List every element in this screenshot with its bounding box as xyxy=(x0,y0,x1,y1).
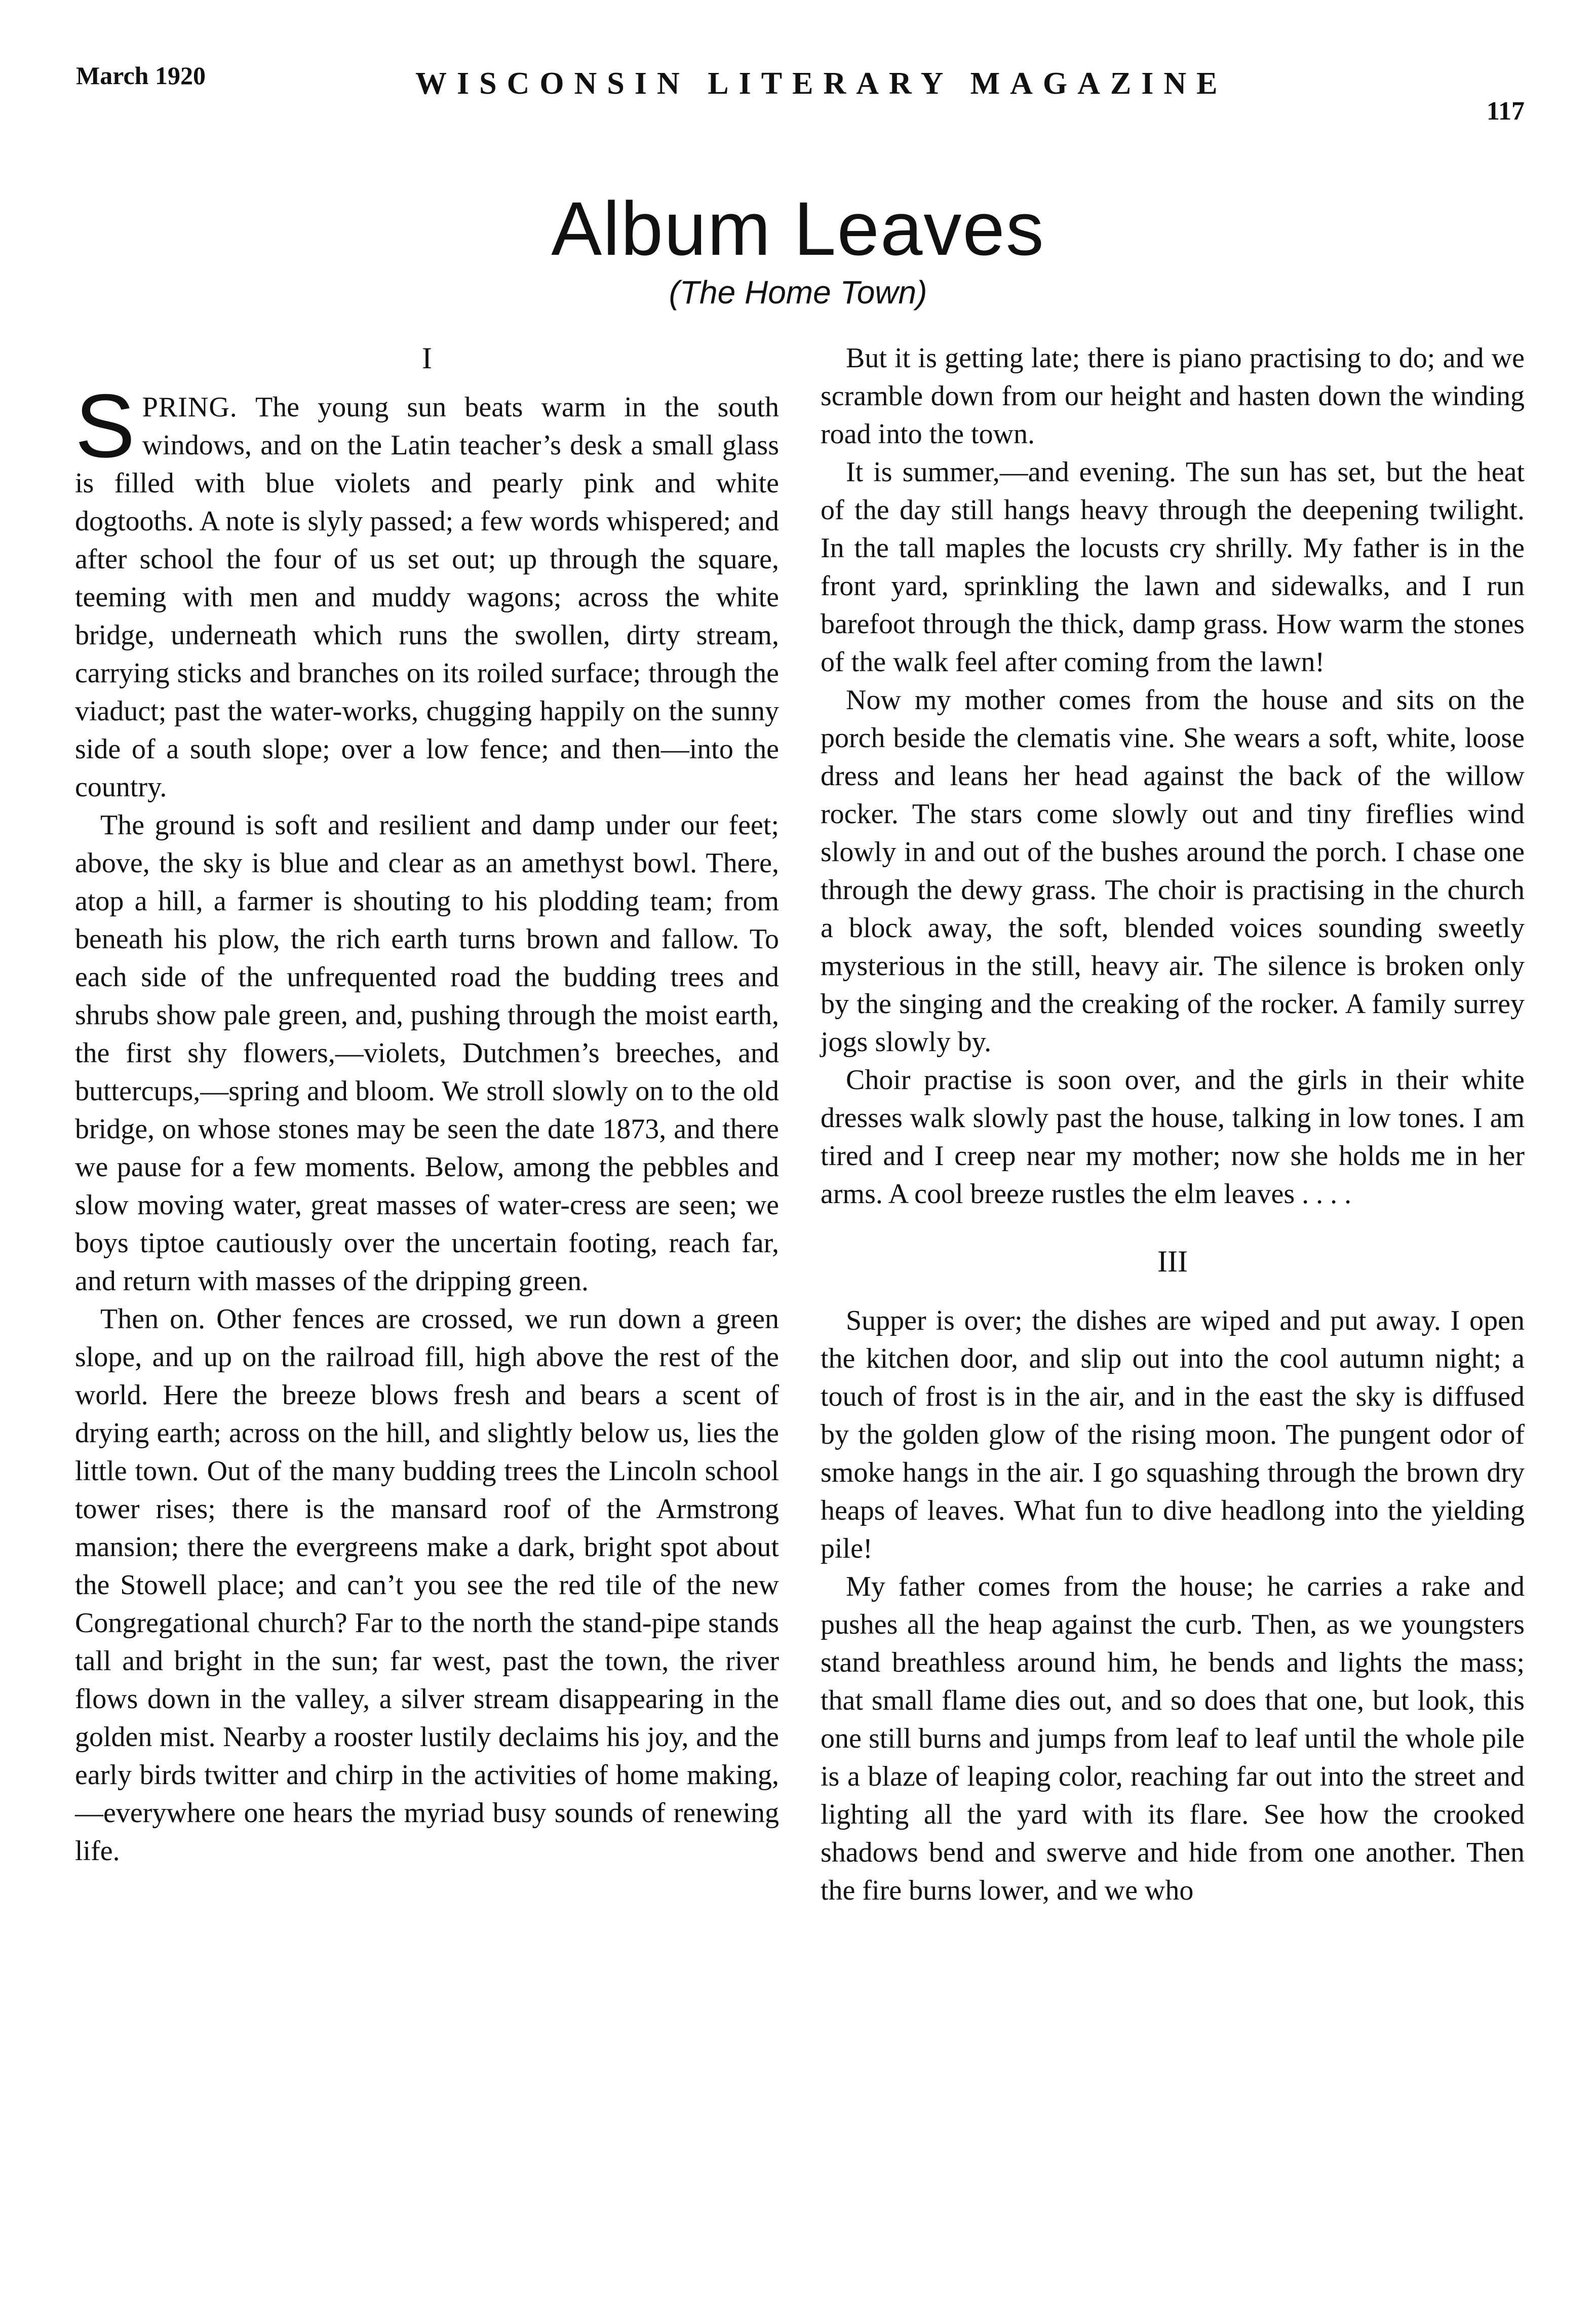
section-numeral-three: III xyxy=(1157,1245,1188,1278)
issue-date: March 1920 xyxy=(76,61,206,90)
left-column xyxy=(75,339,779,1870)
running-header xyxy=(76,61,1525,126)
section-numeral-one: I xyxy=(422,341,432,375)
paragraph-text: Then on. Other fences are crossed, we run down a green slope, and up on the railroad fill, high above the rest of the world. Here the breeze blows fresh and bears a scent of drying earth; across on the hill, and slightly below us, lies the little town. Out of the many budding trees the Lincoln school tower rises; there is the mansard roof of the Armstrong mansion; there the evergreens make a dark, bright spot about the Stowell place; and can’t you see the red tile of the new Congregational church? Far to the north the stand-pipe stands tall and bright in the sun; far west, past the town, the river flows down in the valley, a silver stream disappearing in the golden mist. Nearby a rooster lustily declaims his joy, and the early birds twitter and chirp in the activities of home making,—everywhere one hears the myriad busy sounds of renewing life. xyxy=(75,1303,779,1867)
drop-cap: S xyxy=(75,375,135,476)
paragraph-text: The young sun beats warm in the south windows, and on the Latin teacher’s desk a small glass is filled with blue violets and pearly pink and white dogtooths. A note is slyly passed; a few words whispered; and after school the four of us set out; up through the square, teeming with men and muddy wagons; across the white bridge, underneath which runs the swollen, dirty stream, carrying sticks and branches on its roiled surface; through the viaduct; past the water-works, chugging happily on the sunny side of a south slope; over a low fence; and then—into the country. xyxy=(75,392,779,803)
paragraph-text: Supper is over; the dishes are wiped and put away. I open the kitchen door, and slip out into the cool autumn night; a touch of frost is in the air, and in the east the sky is diffused by the golden glow of the rising moon. The pungent odor of smoke hangs in the air. I go squashing through the brown dry heaps of leaves. What fun to dive headlong into the yielding pile! xyxy=(821,1305,1525,1564)
magazine-name: WISCONSIN LITERARY MAGAZINE xyxy=(415,66,1228,101)
paragraph-text: It is summer,—and evening. The sun has set, but the heat of the day still hangs heavy through the deepening twilight. In the tall maples the locusts cry shrilly. My father is in the front yard, sprinkling the lawn and sidewalks, and I run barefoot through the thick, damp grass. How warm the stones of the walk feel after coming from the lawn! xyxy=(821,456,1525,678)
paragraph-text: Choir practise is soon over, and the girls in their white dresses walk slowly past the house, talking in low tones. I am tired and I creep near my mother; now she holds me in her arms. A cool breeze rustles the elm leaves . . . . xyxy=(821,1064,1525,1210)
right-column xyxy=(821,339,1525,1910)
paragraph-text: But it is getting late; there is piano practising to do; and we scramble down from our height and hasten down the winding road into the town. xyxy=(821,342,1525,450)
page-number: 117 xyxy=(1486,97,1525,126)
article-title: Album Leaves xyxy=(551,186,1045,271)
paragraph-text: Now my mother comes from the house and sits on the porch beside the clematis vine. She wears a soft, white, loose dress and leans her head against the back of the willow rocker. The stars come slowly out and tiny fireflies wind slowly in and out of the bushes around the porch. I chase one through the dewy grass. The choir is practising in the church a block away, the soft, blended voices sounding sweetly mysterious in the still, heavy air. The silence is broken only by the singing and the creaking of the rocker. A family surrey jogs slowly by. xyxy=(821,684,1525,1058)
paragraph-text: The ground is soft and resilient and damp under our feet; above, the sky is blue and clear as an amethyst bowl. There, atop a hill, a farmer is shouting to his plodding team; from beneath his plow, the rich earth turns brown and fallow. To each side of the unfrequented road the budding trees and shrubs show pale green, and, pushing through the moist earth, the first shy flowers,—violets, Dutchmen’s breeches, and buttercups,—spring and bloom. We stroll slowly on to the old bridge, on whose stones may be seen the date 1873, and there we pause for a few moments. Below, among the pebbles and slow moving water, great masses of water-cress are seen; we boys tiptoe cautiously over the uncertain footing, reach far, and return with masses of the dripping green. xyxy=(75,809,779,1297)
opening-word: PRING. xyxy=(142,392,238,423)
article-subtitle: (The Home Town) xyxy=(669,274,927,311)
paragraph-spring xyxy=(75,375,779,806)
paragraph-text: My father comes from the house; he carries a rake and pushes all the heap against the curb. Then, as we youngsters stand breathless around him, he bends and lights the mass; that small flame dies out, and so does that one, but look, this one still burns and jumps from leaf to leaf until the whole pile is a blaze of leaping color, reaching far out into the street and lighting all the yard with its flare. See how the crooked shadows bend and swerve and hide from one another. Then the fire burns lower, and we who xyxy=(821,1571,1525,1906)
